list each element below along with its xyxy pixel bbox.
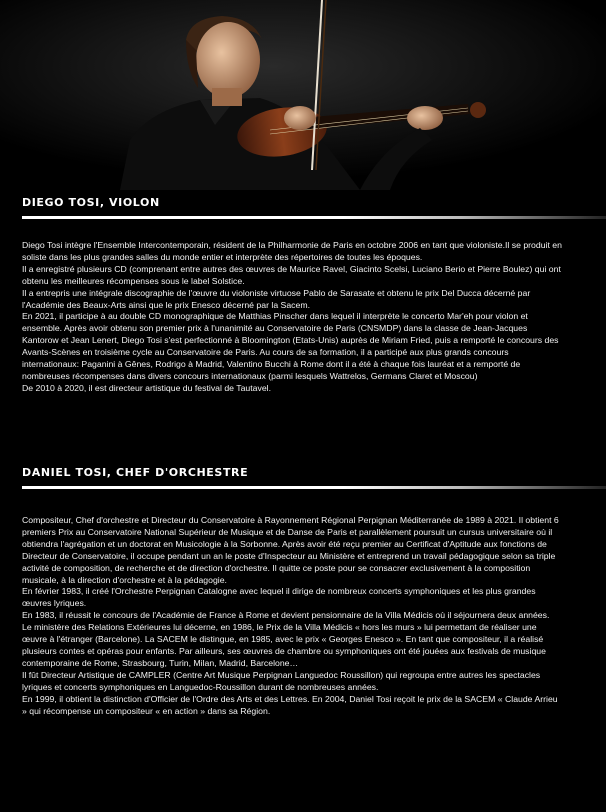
bio-paragraph: Diego Tosi intègre l'Ensemble Intercontemporain, résident de la Philharmonie de Paris en octobre 2006 en tant que violoniste.Il se produit en soliste dans les plus grandes salles du monde entier et interprète des répertoires de toutes les époques.	[22, 240, 562, 262]
bio-diego-tosi	[22, 240, 562, 395]
section-title-daniel: DANIEL TOSI, CHEF D'ORCHESTRE	[22, 466, 249, 479]
bio-paragraph: Il fût Directeur Artistique de CAMPLER (Centre Art Musique Perpignan Languedoc Roussillon) qui regroupa entre autres les spectacles lyriques et concerts symphoniques en Languedoc-Roussillon durant de nombreuses années.	[22, 669, 541, 692]
bio-paragraph: En 2021, il participe à au double CD monographique de Matthias Pinscher dans lequel il interprète le concerto Mar'eh pour violon et ensemble. Après avoir obtenu son premier prix à l'unanimité au Conservatoire de Paris (CNSMDP) dans la classe de Jean-Jacques Kantorow et Jean Lenert, Diego Tosi s'est perfectionné à Bloomington (Etats-Unis) auprès de Miriam Fried, puis a remporté le concours des Avants-Scènes en troisième cycle au Conservatoire de Paris. Au cours de sa formation, il a participé aux plus grands concours internationaux: Paganini à Gênes, Rodrigo à Madrid, Valentino Bucchi à Rome dont il a été à chaque fois lauréat et a remporté de nombreuses récompenses dans divers concours internationaux (parmi lesquels Wattrelos, Germans Claret et Moscou)	[22, 311, 559, 381]
violinist-photo	[0, 0, 606, 190]
section-divider	[22, 216, 606, 219]
bio-paragraph: De 2010 à 2020, il est directeur artistique du festival de Tautavel.	[22, 382, 272, 393]
bio-paragraph: En 1983, il réussit le concours de l'Académie de France à Rome et devient pensionnaire de la Villa Médicis où il séjournera deux années.	[22, 610, 550, 621]
bio-paragraph: En 1999, il obtient la distinction d'Officier de l'Ordre des Arts et des Lettres. En 2004, Daniel Tosi reçoit le prix de la SACEM « Claude Arrieu » qui récompense un compositeur « en action » dans sa Région.	[22, 693, 558, 716]
section-divider	[22, 486, 606, 489]
section-title-diego: DIEGO TOSI, VIOLON	[22, 196, 160, 209]
bio-daniel-tosi	[22, 515, 562, 717]
bio-paragraph: Compositeur, Chef d'orchestre et Directeur du Conservatoire à Rayonnement Régional Perpignan Méditerranée de 1989 à 2021. Il obtient 6 premiers Prix au Conservatoire National Supérieur de Musique et de Danse de Paris et parallèlement poursuit un cursus universitaire où il obtiendra l'agrégation et un doctorat en Musicologie à la Sorbonne. Après avoir été reçu premier au Certificat d'Aptitude aux fonctions de Directeur de Conservatoire, il occupe pendant un an le poste d'Inspecteur au Ministère et entreprend un travail pédagogique selon sa triple activité de composition, de recherche et de direction d'orchestre. Il quitte ce poste pour se consacrer exclusivement à la composition musicale, à la direction d'orchestre et à la pédagogie.	[22, 515, 559, 585]
bio-paragraph: En février 1983, il créé l'Orchestre Perpignan Catalogne avec lequel il dirige de nombreux concerts symphoniques et les plus grandes œuvres lyriques.	[22, 586, 536, 609]
bio-paragraph: Il a entrepris une intégrale discographie de l'œuvre du violoniste virtuose Pablo de Sarasate et obtenu le prix Del Ducca décerné par l'Académie des Beaux-Arts ainsi que le prix Enesco décerné par la Sacem.	[22, 287, 531, 310]
bio-paragraph: Il a enregistré plusieurs CD (comprenant entre autres des œuvres de Maurice Ravel, Giacinto Scelsi, Luciano Berio et Pierre Boulez) qui ont obtenu les meilleures récompenses sous le label Solstice.	[22, 263, 561, 286]
bio-paragraph: Le ministère des Relations Extérieures lui décerne, en 1986, le Prix de la Villa Médicis « hors les murs » lui permettant de réaliser une œuvre à l'étranger (Barcelone). La SACEM le distingue, en 1985, avec le prix « Georges Enesco ». En tant que compositeur, il a réalisé plusieurs contes et opéras pour enfants. Par ailleurs, ses œuvres de chambre ou symphoniques ont été jouées aux festivals de musique contemporaine de Rome, Strasbourg, Turin, Milan, Madrid, Barcelone…	[22, 622, 546, 668]
